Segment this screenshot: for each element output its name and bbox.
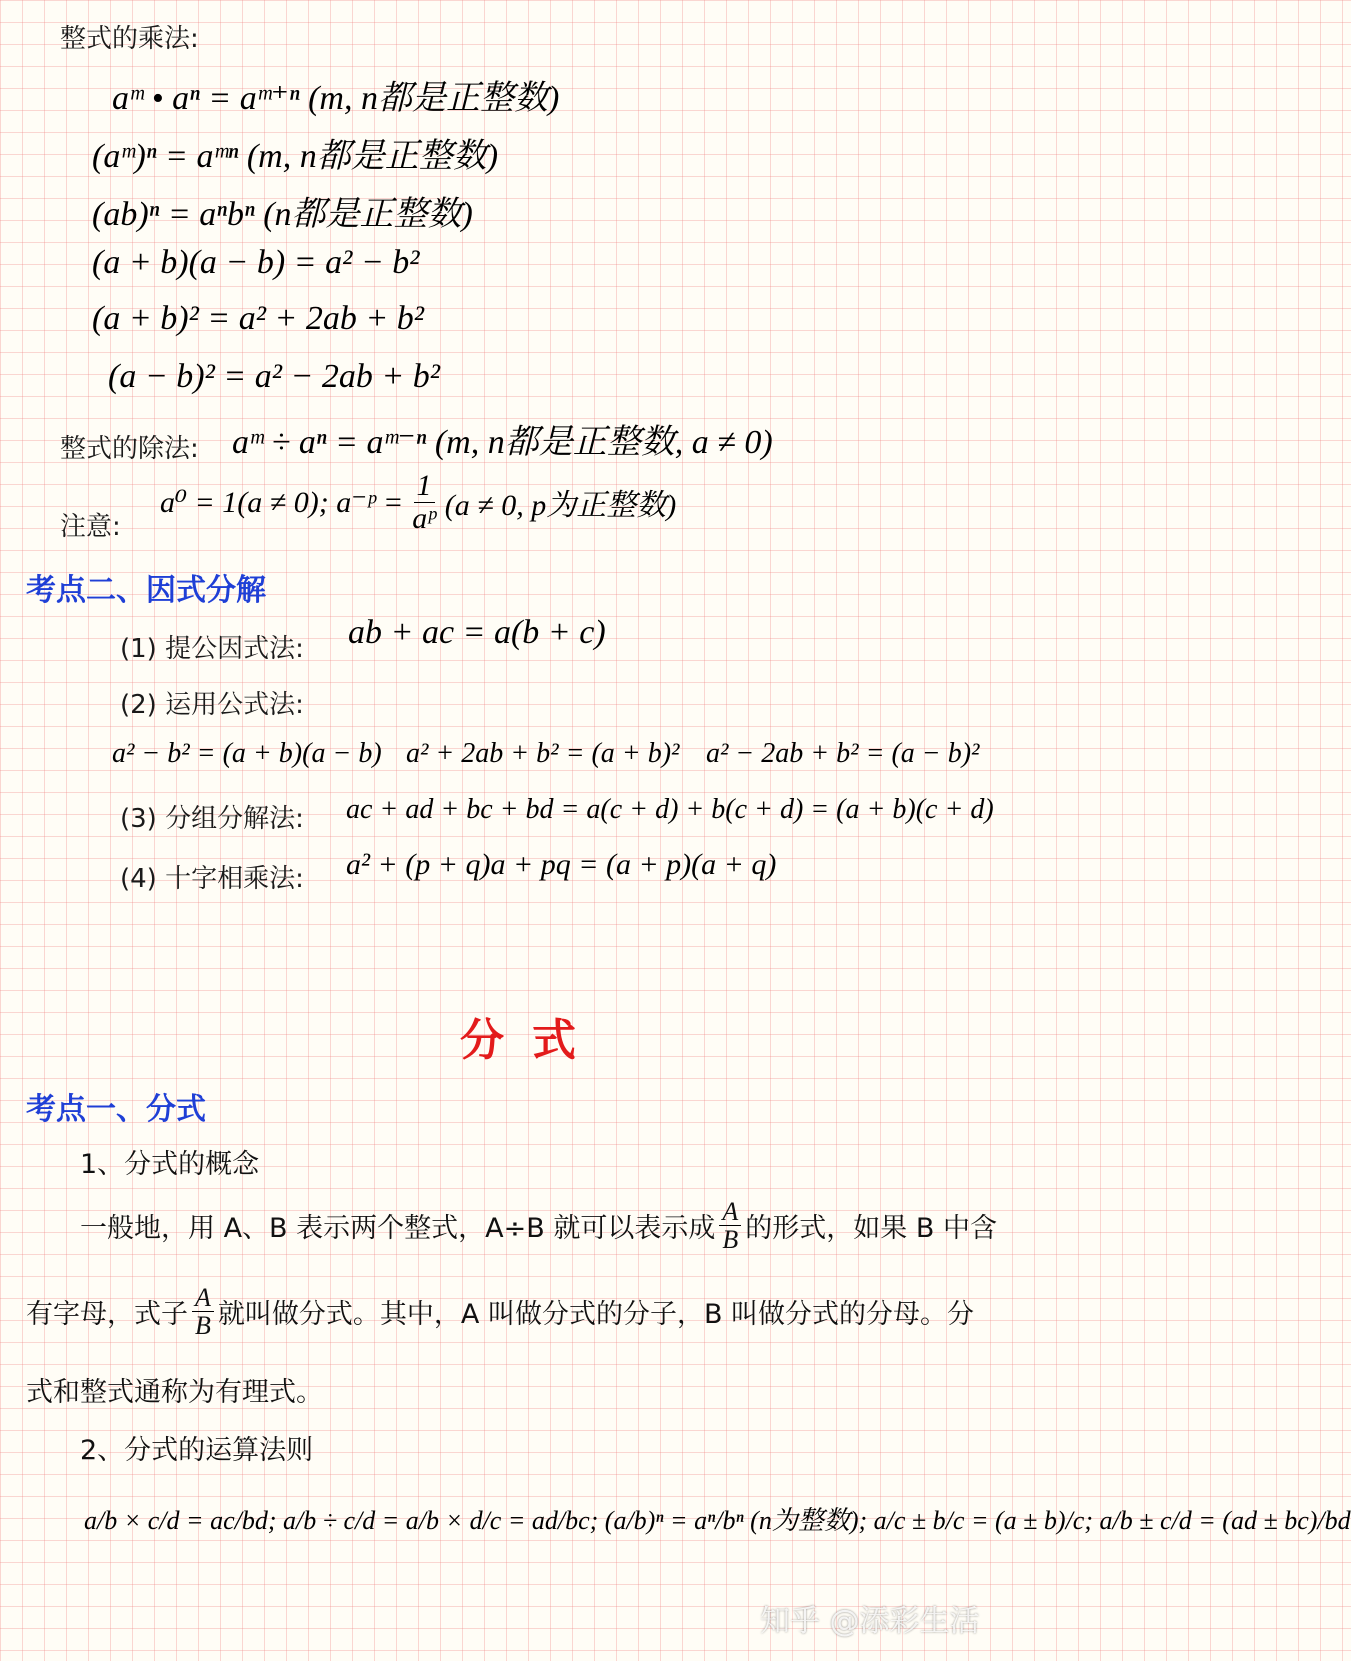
concept-paragraph-line3: 式和整式通称为有理式。 <box>26 1377 323 1408</box>
fraction-chapter-title: 分式 <box>460 1015 604 1066</box>
formula-product-power: (ab)ⁿ = aⁿbⁿ (n都是正整数) <box>92 196 473 233</box>
operations-item-title: 2、分式的运算法则 <box>80 1435 314 1466</box>
formula-power-of-power: (aᵐ)ⁿ = aᵐⁿ (m, n都是正整数) <box>92 138 499 175</box>
note-fraction <box>409 470 438 534</box>
formula-difference-of-squares: (a + b)(a − b) = a² − b² <box>92 244 420 281</box>
factorization-heading: 考点二、因式分解 <box>26 573 266 608</box>
concept-line2-text-a: 有字母，式子 <box>26 1299 188 1331</box>
note-formula-left: a⁰ = 1(a ≠ 0); a⁻ᵖ = <box>160 485 404 519</box>
note-label: 注意: <box>60 512 121 542</box>
note-fraction-numerator: 1 <box>414 470 435 503</box>
fraction-b-denominator-2: B <box>195 1311 211 1341</box>
fraction-a-numerator-2: A <box>192 1284 214 1312</box>
formula-square-of-difference: (a − b)² = a² − 2ab + b² <box>108 358 440 395</box>
fraction-a-over-b-1 <box>719 1198 741 1254</box>
note-fraction-denominator: aᵖ <box>412 501 436 535</box>
method1-formula: ab + ac = a(b + c) <box>348 614 606 651</box>
method2-formula-3: a² − 2ab + b² = (a − b)² <box>706 738 980 769</box>
concept-line1-text-b: 的形式，如果 B 中含 <box>745 1213 997 1245</box>
method4-label: (4) 十字相乘法: <box>120 864 304 894</box>
method1-label: (1) 提公因式法: <box>120 634 304 664</box>
concept-item-title: 1、分式的概念 <box>80 1149 260 1180</box>
concept-paragraph-line1 <box>80 1198 997 1254</box>
method2-formula-1: a² − b² = (a + b)(a − b) <box>112 738 382 769</box>
fraction-heading: 考点一、分式 <box>26 1092 206 1127</box>
zhihu-watermark: 知乎 @添彩生活 <box>760 1604 980 1639</box>
concept-line1-text-a: 一般地，用 A、B 表示两个整式，A÷B 就可以表示成 <box>80 1213 716 1245</box>
formula-power-quotient: aᵐ ÷ aⁿ = aᵐ⁻ⁿ (m, n都是正整数, a ≠ 0) <box>232 424 773 461</box>
multiplication-label: 整式的乘法: <box>60 24 199 54</box>
method3-formula: ac + ad + bc + bd = a(c + d) + b(c + d) = (a + b)(c + d) <box>346 794 994 825</box>
method2-label: (2) 运用公式法: <box>120 690 304 720</box>
note-formula <box>160 470 676 534</box>
formula-square-of-sum: (a + b)² = a² + 2ab + b² <box>92 300 424 337</box>
fraction-a-numerator-1: A <box>719 1198 741 1226</box>
fraction-a-over-b-2 <box>192 1284 214 1340</box>
method2-formula-2: a² + 2ab + b² = (a + b)² <box>406 738 680 769</box>
concept-paragraph-line2 <box>26 1284 974 1340</box>
fraction-operation-rules: a/b × c/d = ac/bd; a/b ÷ c/d = a/b × d/c = ad/bc; (a/b)ⁿ = aⁿ/bⁿ (n为整数); a/c ± b/c = (a ± b)/c; a/b ± c/d = (ad ± bc)/bd <box>84 1506 1351 1535</box>
fraction-b-denominator-1: B <box>722 1225 739 1255</box>
division-label: 整式的除法: <box>60 434 199 464</box>
concept-line2-text-b: 就叫做分式。其中，A 叫做分式的分子，B 叫做分式的分母。分 <box>217 1299 975 1331</box>
note-formula-right: (a ≠ 0, p为正整数) <box>444 489 677 522</box>
method3-label: (3) 分组分解法: <box>120 804 304 834</box>
method4-formula: a² + (p + q)a + pq = (a + p)(a + q) <box>346 848 777 881</box>
formula-power-product: aᵐ • aⁿ = aᵐ⁺ⁿ (m, n都是正整数) <box>112 80 560 117</box>
